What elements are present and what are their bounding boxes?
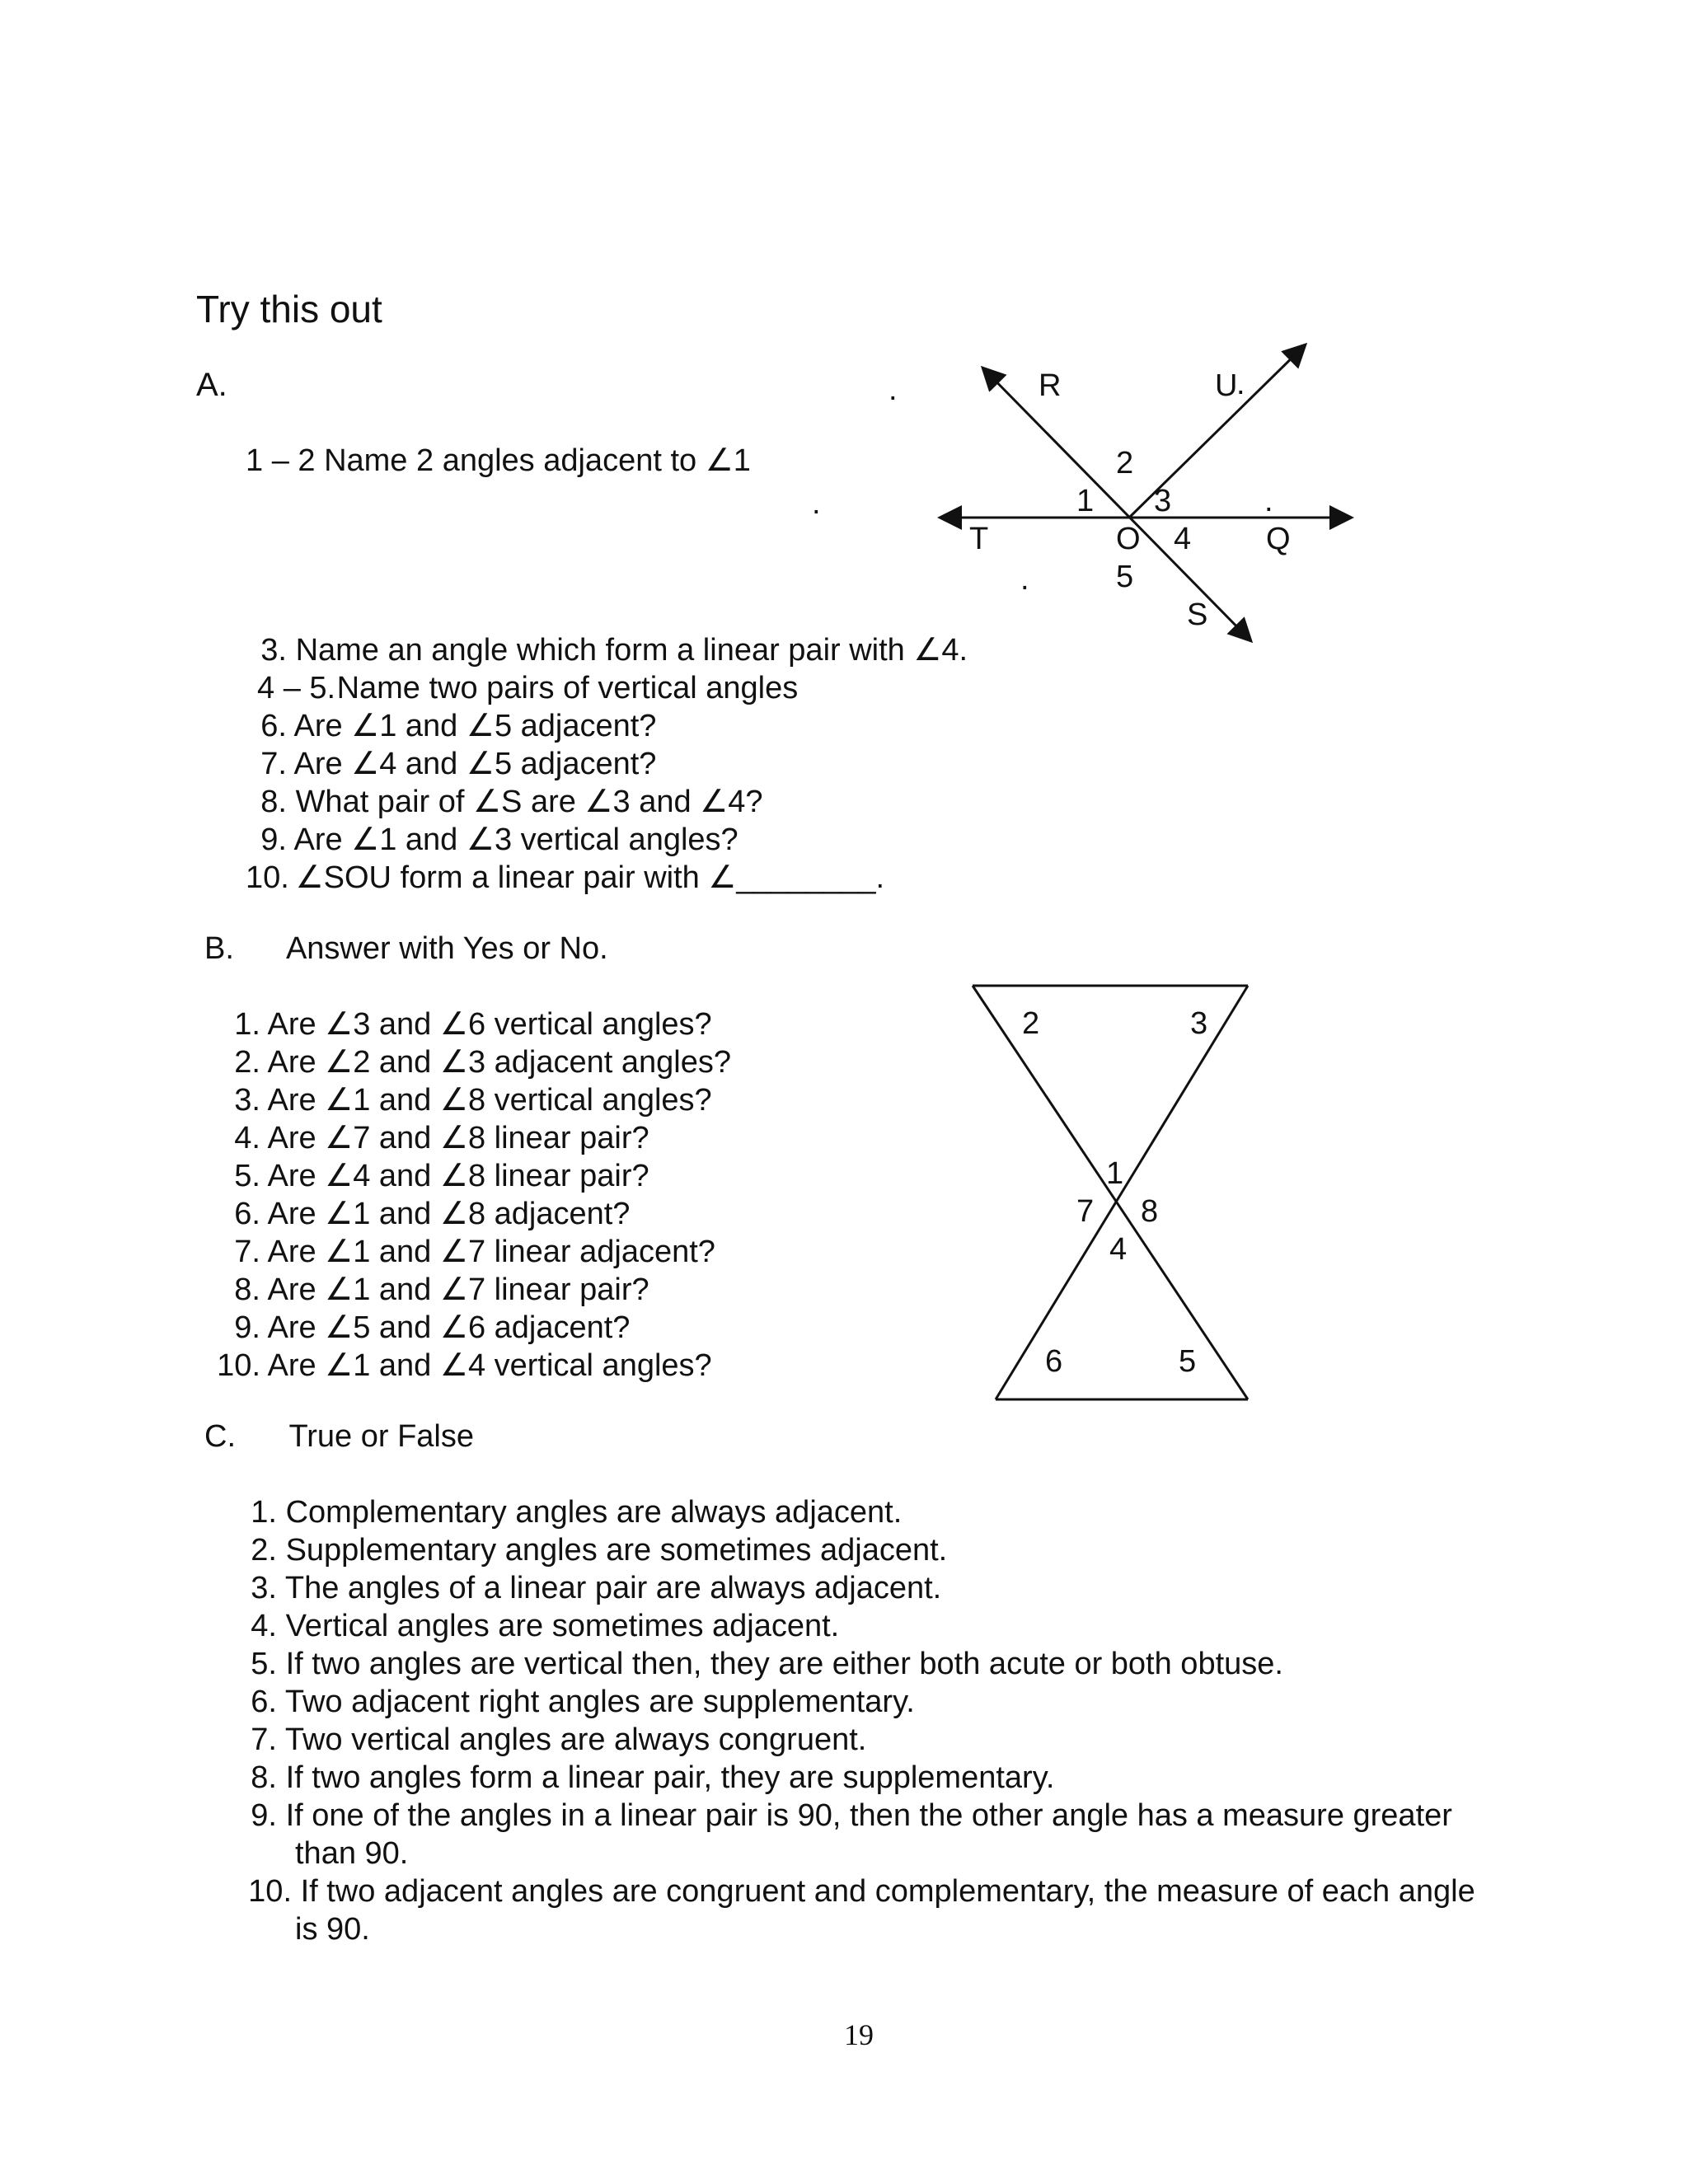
stray-dot: . xyxy=(812,486,821,521)
point-label: T xyxy=(969,522,989,556)
stray-dot: . xyxy=(1020,562,1029,597)
angle-label: 8 xyxy=(1141,1194,1159,1229)
question-item: 6. Are ∠1 and ∠8 adjacent? xyxy=(234,1197,631,1231)
line-rs xyxy=(982,368,1251,641)
angle-label: 1 xyxy=(1076,484,1095,518)
angle-label: 4 xyxy=(1109,1232,1128,1267)
stray-dot: . xyxy=(1236,367,1245,401)
statement-item: 1. Complementary angles are always adjacent. xyxy=(251,1495,903,1530)
angle-label: 5 xyxy=(1179,1344,1197,1379)
statement-item: 7. Two vertical angles are always congruent. xyxy=(251,1722,867,1757)
section-b-header xyxy=(204,930,608,968)
point-label: S xyxy=(1187,598,1208,632)
angle-label: 2 xyxy=(1116,446,1134,480)
question-item: 10. ∠SOU form a linear pair with ∠________. xyxy=(246,860,885,895)
point-label: Q xyxy=(1266,522,1291,556)
section-c-header xyxy=(204,1418,474,1455)
question-item: 4 – 5. Name two pairs of vertical angles xyxy=(257,671,799,705)
statement-item: 3. The angles of a linear pair are always adjacent. xyxy=(251,1571,942,1605)
statement-item: 5. If two angles are vertical then, they are either both acute or both obtuse. xyxy=(251,1647,1283,1681)
question-item: 9. Are ∠1 and ∠3 vertical angles? xyxy=(260,823,738,857)
section-b-label: B. xyxy=(204,931,234,966)
question-item: 9. Are ∠5 and ∠6 adjacent? xyxy=(234,1310,631,1345)
question-item: 3. Are ∠1 and ∠8 vertical angles? xyxy=(234,1083,712,1118)
angle-label: 1 xyxy=(1106,1156,1124,1191)
angle-label: 3 xyxy=(1190,1006,1208,1041)
statement-continuation: than 90. xyxy=(295,1836,409,1871)
page-number: 19 xyxy=(844,2018,874,2051)
point-label: R xyxy=(1039,368,1062,403)
section-c-label: C. xyxy=(204,1419,236,1454)
stray-dot: . xyxy=(1264,484,1273,518)
question-item: 1. Are ∠3 and ∠6 vertical angles? xyxy=(234,1007,712,1042)
angle-label: 3 xyxy=(1154,484,1172,518)
section-a-label: A. xyxy=(196,367,227,403)
question-item: 5. Are ∠4 and ∠8 linear pair? xyxy=(234,1159,649,1193)
angle-label: 5 xyxy=(1116,560,1134,594)
question-item: 6. Are ∠1 and ∠5 adjacent? xyxy=(260,709,657,743)
point-label: U xyxy=(1215,368,1238,403)
statement-continuation: is 90. xyxy=(295,1912,370,1947)
hourglass-diagram xyxy=(973,986,1248,1399)
angle-label: 7 xyxy=(1076,1194,1095,1229)
section-b-instruction: Answer with Yes or No. xyxy=(285,931,608,966)
statement-item: 4. Vertical angles are sometimes adjacent. xyxy=(251,1609,840,1643)
stray-dot: . xyxy=(889,373,898,407)
question-item: 3. Name an angle which form a linear pair with ∠4. xyxy=(260,633,968,668)
question-item: 10. Are ∠1 and ∠4 vertical angles? xyxy=(217,1348,712,1383)
section-c-statements xyxy=(244,1493,1475,1948)
statement-item: 2. Supplementary angles are sometimes adjacent. xyxy=(251,1533,948,1568)
statement-item: 10. If two adjacent angles are congruent and complementary, the measure of each angle xyxy=(248,1874,1475,1909)
statement-item: 6. Two adjacent right angles are supplementary. xyxy=(251,1685,915,1719)
angle-label: 6 xyxy=(1045,1344,1063,1379)
question-item: 2. Are ∠2 and ∠3 adjacent angles? xyxy=(234,1045,731,1080)
question-item: 7. Are ∠4 and ∠5 adjacent? xyxy=(260,747,657,781)
question-item: 4. Are ∠7 and ∠8 linear pair? xyxy=(234,1121,649,1155)
section-b-questions xyxy=(214,1005,731,1385)
section-c-instruction: True or False xyxy=(288,1419,474,1454)
statement-item: 8. If two angles form a linear pair, they are supplementary. xyxy=(251,1760,1055,1795)
angle-label: 4 xyxy=(1174,522,1192,556)
statement-item: 9. If one of the angles in a linear pair is 90, then the other angle has a measure greater xyxy=(251,1798,1452,1833)
page-title: Try this out xyxy=(196,288,382,330)
question-item: 7. Are ∠1 and ∠7 linear adjacent? xyxy=(234,1235,715,1269)
point-label: O xyxy=(1116,522,1141,556)
angle-label: 2 xyxy=(1022,1006,1040,1041)
question-item: 8. What pair of ∠S are ∠3 and ∠4? xyxy=(260,785,763,819)
question-item: 8. Are ∠1 and ∠7 linear pair? xyxy=(234,1272,649,1307)
section-a-q1-2: 1 – 2 Name 2 angles adjacent to ∠1 xyxy=(246,443,751,478)
